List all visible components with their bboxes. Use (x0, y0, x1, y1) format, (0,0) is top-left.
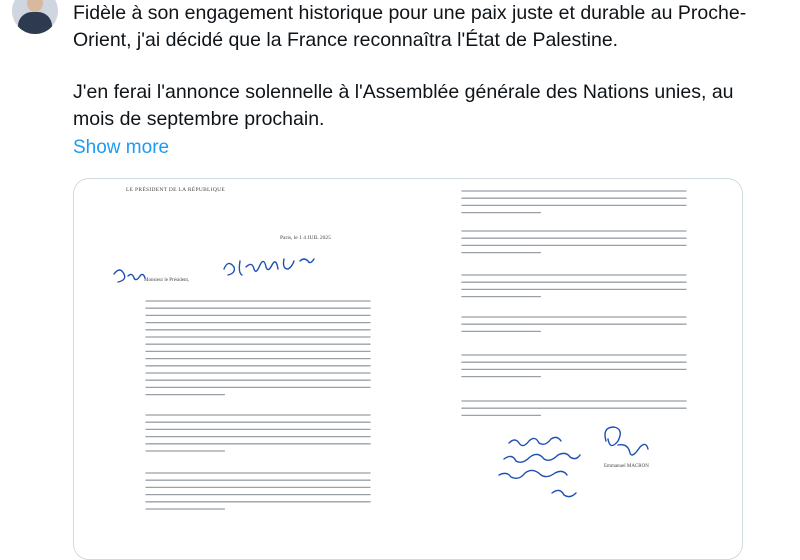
letter-greeting: Monsieur le Président, (144, 278, 190, 283)
letter-date: Paris, le 1 4 JUIL 2025 (280, 235, 331, 241)
handwritten-closing-line-2 (504, 453, 580, 462)
handwritten-salutation (114, 270, 145, 282)
letter-header: LE PRÉSIDENT DE LA RÉPUBLIQUE (126, 187, 226, 193)
letter-signature-name: Emmanuel MACRON (604, 464, 649, 469)
presidential-signature (605, 427, 648, 455)
handwritten-annotations (74, 179, 742, 559)
handwritten-closing-line-3 (499, 470, 567, 478)
handwritten-closing-line-4 (552, 490, 576, 496)
author-avatar[interactable] (12, 0, 58, 34)
tweet-paragraph-1: Fidèle à son engagement historique pour une paix juste et durable au Proche-Orient, j'ai décidé que la France reconnaîtra l'État de Palestine. (73, 2, 747, 51)
handwritten-closing-line-1 (509, 437, 561, 445)
avatar-suit (18, 12, 52, 34)
tweet-media-image[interactable] (73, 178, 743, 560)
show-more-link[interactable]: Show more (73, 137, 170, 158)
tweet-text (73, 0, 773, 133)
avatar-face (27, 0, 43, 12)
tweet-paragraph-2: J'en ferai l'annonce solennelle à l'Assemblée générale des Nations unies, au mois de septembre prochain. (73, 81, 734, 130)
handwritten-name (224, 259, 314, 275)
